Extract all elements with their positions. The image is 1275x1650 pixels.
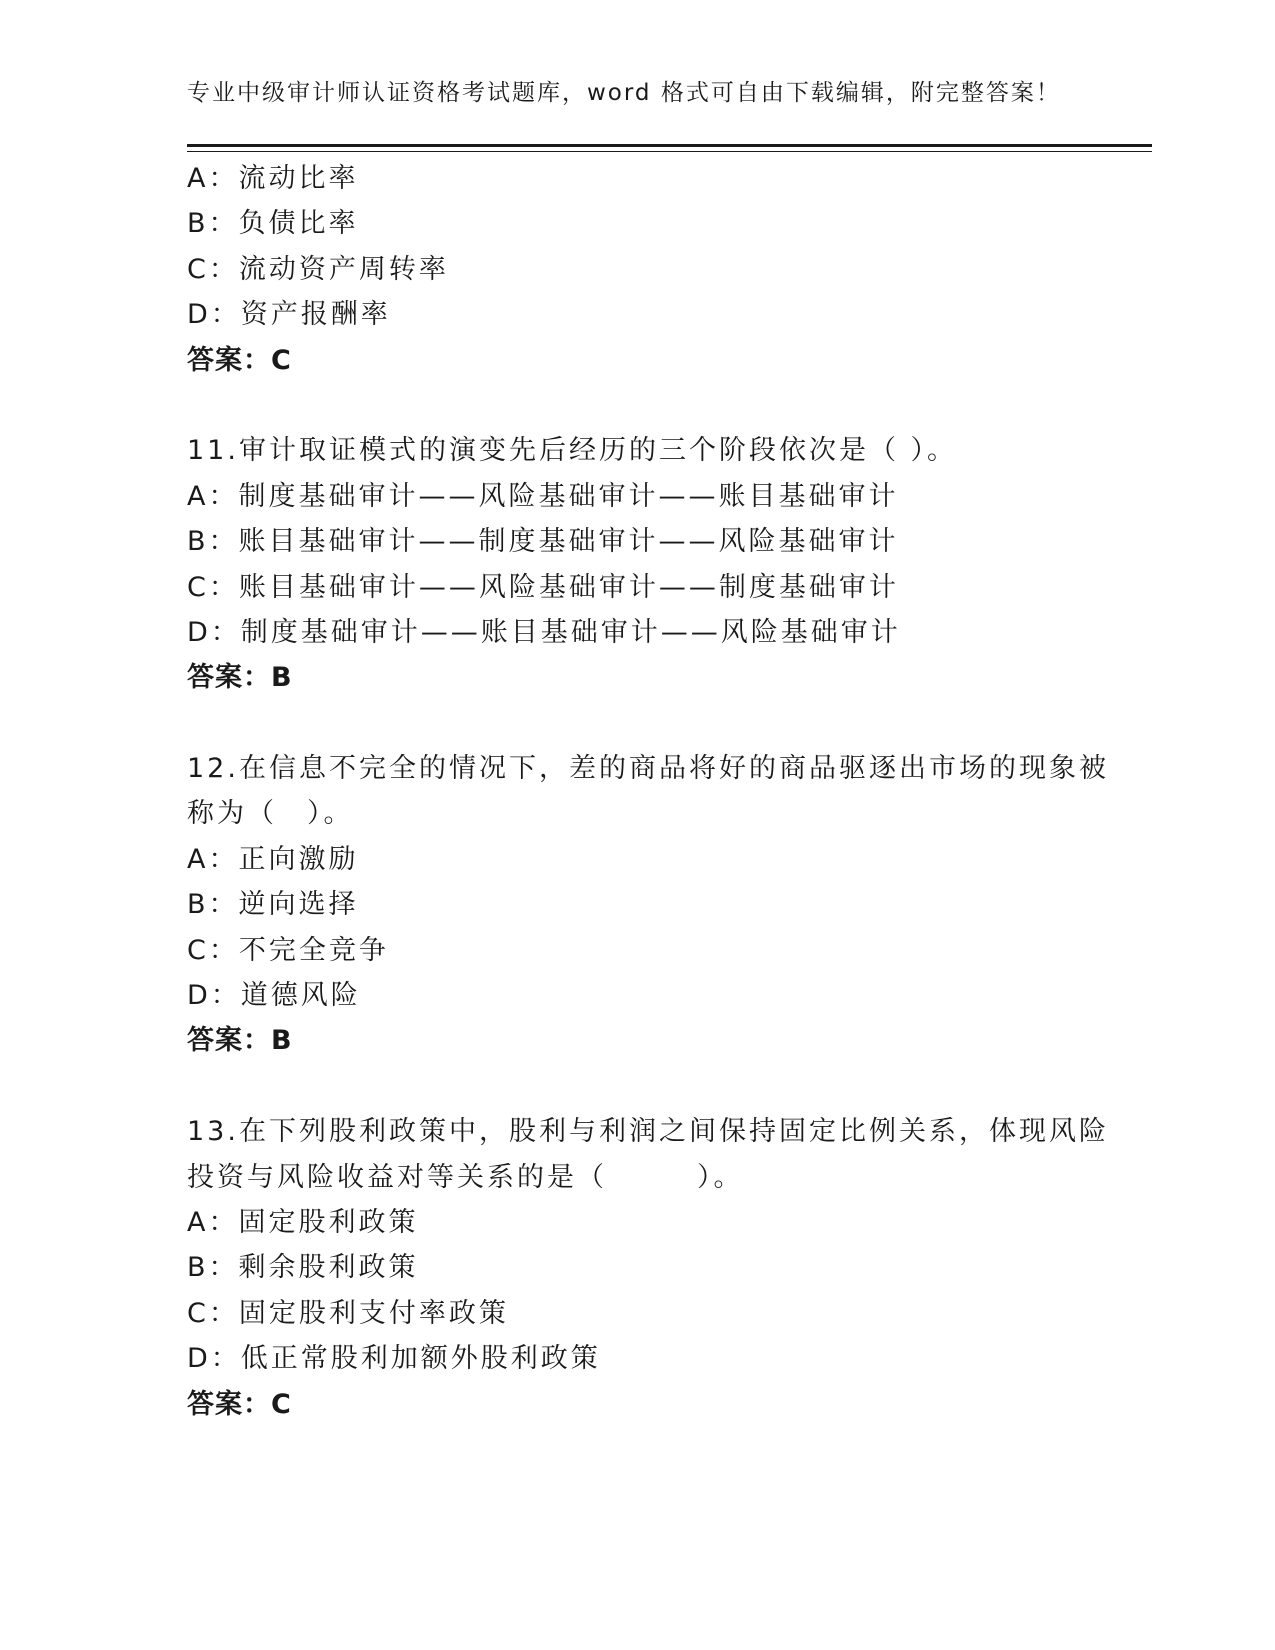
spacer [187, 701, 1107, 746]
option-c: C：账目基础审计——风险基础审计——制度基础审计 [187, 571, 899, 603]
option-d: D：道德风险 [187, 980, 361, 1012]
question-content [187, 156, 1107, 1427]
question-text: 11.审计取证模式的演变先后经历的三个阶段依次是（ ）。 [187, 435, 958, 467]
question-text-continued: 投资与风险收益对等关系的是（ ）。 [187, 1161, 744, 1193]
answer-line: 答案：C [187, 344, 292, 376]
option-d: D：低正常股利加额外股利政策 [187, 1343, 601, 1375]
option-b: B：剩余股利政策 [187, 1252, 419, 1284]
option-d: D：资产报酬率 [187, 299, 391, 331]
option-b: B：逆向选择 [187, 889, 359, 921]
header-divider-thin [187, 151, 1152, 152]
answer-line: 答案：B [187, 1025, 293, 1057]
page-header: 专业中级审计师认证资格考试题库，word 格式可自由下载编辑，附完整答案！ [187, 80, 1061, 106]
spacer [187, 383, 1107, 428]
option-c: C：不完全竞争 [187, 934, 389, 966]
option-a: A：固定股利政策 [187, 1206, 419, 1238]
question-text: 12.在信息不完全的情况下，差的商品将好的商品驱逐出市场的现象被 [187, 753, 1109, 785]
option-b: B：负债比率 [187, 208, 359, 240]
option-a: A：制度基础审计——风险基础审计——账目基础审计 [187, 480, 899, 512]
spacer [187, 1064, 1107, 1109]
question-text-continued: 称为（ ）。 [187, 798, 354, 830]
answer-line: 答案：B [187, 662, 293, 694]
option-b: B：账目基础审计——制度基础审计——风险基础审计 [187, 526, 899, 558]
question-12 [187, 746, 1107, 1064]
option-a: A：正向激励 [187, 843, 359, 875]
answer-line: 答案：C [187, 1388, 292, 1420]
option-d: D：制度基础审计——账目基础审计——风险基础审计 [187, 616, 901, 648]
question-10 [187, 156, 1107, 383]
question-13 [187, 1109, 1107, 1427]
header-divider-thick [187, 144, 1152, 147]
option-c: C：流动资产周转率 [187, 253, 449, 285]
question-11 [187, 428, 1107, 700]
option-a: A：流动比率 [187, 163, 359, 194]
option-c: C：固定股利支付率政策 [187, 1297, 509, 1329]
question-text: 13.在下列股利政策中，股利与利润之间保持固定比例关系，体现风险 [187, 1116, 1109, 1148]
